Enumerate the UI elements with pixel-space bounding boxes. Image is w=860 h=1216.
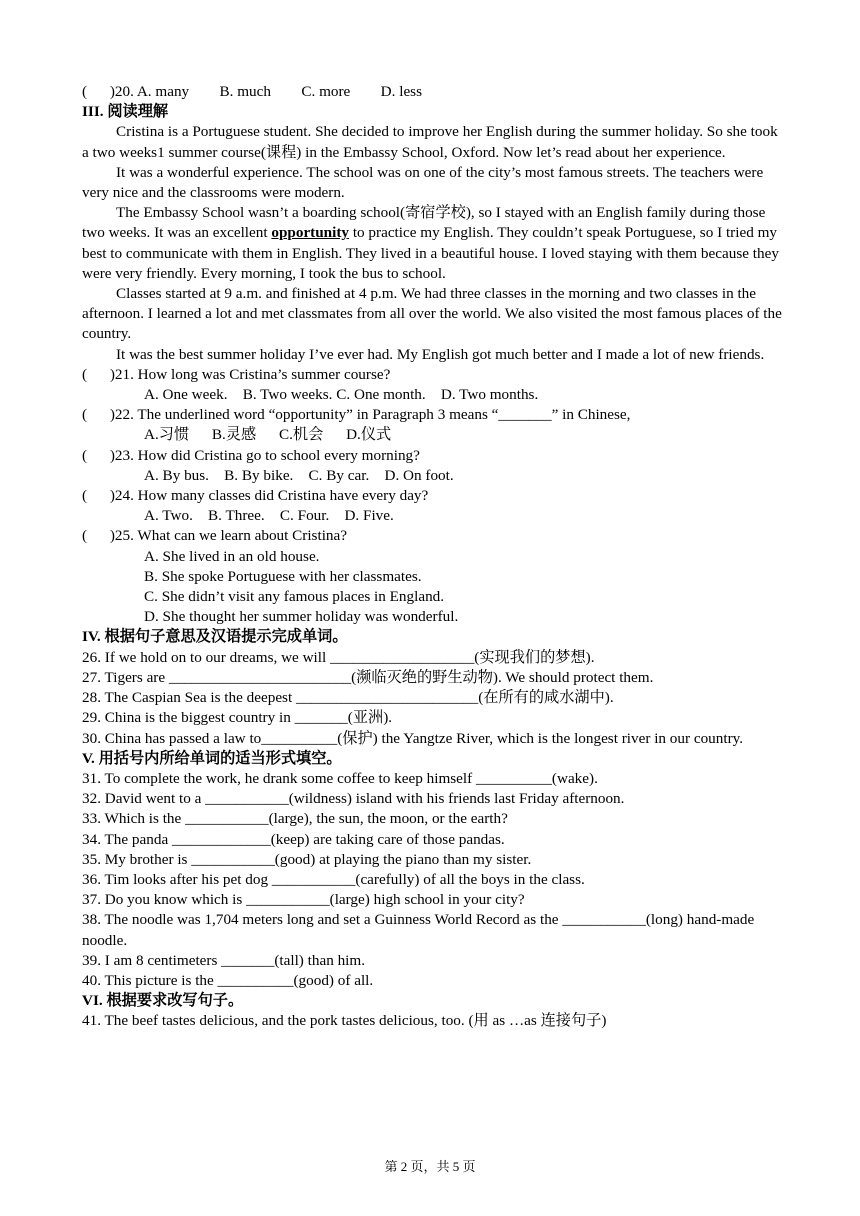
question-23-options: A. By bus. B. By bike. C. By car. D. On foot. [144,466,454,484]
section-6-heading: VI. 根据要求改写句子。 [82,992,244,1010]
passage-paragraph-5: It was the best summer holiday I’ve ever had. My English got much better and I made a lot of new friends. [116,345,765,363]
question-33: 33. Which is the ___________(large), the sun, the moon, or the earth? [82,810,508,828]
passage-paragraph-2: It was a wonderful experience. The school was on one of the city’s most famous streets. The teachers were very nice and the classrooms were modern. [82,163,764,202]
section-5-heading: V. 用括号内所给单词的适当形式填空。 [82,749,342,767]
question-38: 38. The noodle was 1,704 meters long and set a Guinness World Record as the ___________(long) hand-made noodle. [82,911,755,949]
question-40: 40. This picture is the __________(good) of all. [82,971,374,989]
question-29: 29. China is the biggest country in _______(亚洲). [82,709,393,727]
question-24-options: A. Two. B. Three. C. Four. D. Five. [144,507,394,525]
passage-paragraph-3 [82,203,782,284]
question-23: ( )23. How did Cristina go to school every morning? [82,446,420,464]
paragraph-3-part-1: The Embassy School wasn’t a boarding school(寄宿学校), so I stayed with an English family during those two weeks. It was an excellent [82,204,766,242]
page-footer: 第 2 页，共 5 页 [384,1159,476,1174]
question-25-option-b: B. She spoke Portuguese with her classmates. [144,567,422,585]
question-34: 34. The panda _____________(keep) are taking care of those pandas. [82,830,505,848]
question-27: 27. Tigers are ________________________(濒临灭绝的野生动物). We should protect them. [82,668,654,686]
question-22-options: A.习惯 B.灵感 C.机会 D.仪式 [144,426,392,444]
page-content [82,82,782,1032]
question-28: 28. The Caspian Sea is the deepest ________________________(在所有的咸水湖中). [82,689,614,707]
question-41: 41. The beef tastes delicious, and the pork tastes delicious, too. (用 as …as 连接句子) [82,1012,607,1030]
passage-paragraph-1: Cristina is a Portuguese student. She decided to improve her English during the summer holiday. So she took a two weeks1 summer course(课程) in the Embassy School, Oxford. Now let’s read about her experience. [82,123,778,161]
question-36: 36. Tim looks after his pet dog ___________(carefully) of all the boys in the class. [82,870,585,888]
question-25-option-c: C. She didn’t visit any famous places in England. [144,588,445,606]
question-22: ( )22. The underlined word “opportunity” in Paragraph 3 means “_______” in Chinese, [82,406,631,424]
section-4-heading: IV. 根据句子意思及汉语提示完成单词。 [82,628,348,646]
question-39: 39. I am 8 centimeters _______(tall) than him. [82,951,366,969]
question-37: 37. Do you know which is ___________(large) high school in your city? [82,891,525,909]
paragraph-3-part-2: to practice my English. They couldn’t speak Portuguese, so I tried my best to communicate with them in English. They lived in a beautiful house. I loved staying with them because they were very friendly. Every morning, I took the bus to school. [82,224,779,282]
question-31: 31. To complete the work, he drank some coffee to keep himself __________(wake). [82,769,598,787]
question-21: ( )21. How long was Cristina’s summer course? [82,365,391,383]
underlined-word: opportunity [271,224,350,242]
question-32: 32. David went to a ___________(wildness) island with his friends last Friday afternoon. [82,790,625,808]
question-35: 35. My brother is ___________(good) at playing the piano than my sister. [82,850,532,868]
question-20: ( )20. A. many B. much C. more D. less [82,83,423,100]
question-30: 30. China has passed a law to__________(保护) the Yangtze River, which is the longest river in our country. [82,729,744,747]
question-25: ( )25. What can we learn about Cristina? [82,527,347,545]
question-24: ( )24. How many classes did Cristina have every day? [82,487,429,505]
section-3-heading: III. 阅读理解 [82,103,169,121]
question-21-options: A. One week. B. Two weeks. C. One month. D. Two months. [144,386,539,404]
question-25-option-a: A. She lived in an old house. [144,547,320,565]
question-25-option-d: D. She thought her summer holiday was wonderful. [144,608,459,626]
question-26: 26. If we hold on to our dreams, we will ___________________(实现我们的梦想). [82,648,595,666]
passage-paragraph-4: Classes started at 9 a.m. and finished at 4 p.m. We had three classes in the morning and two classes in the afternoon. I learned a lot and met classmates from all over the world. We also visited the most famous places of the country. [82,285,782,343]
